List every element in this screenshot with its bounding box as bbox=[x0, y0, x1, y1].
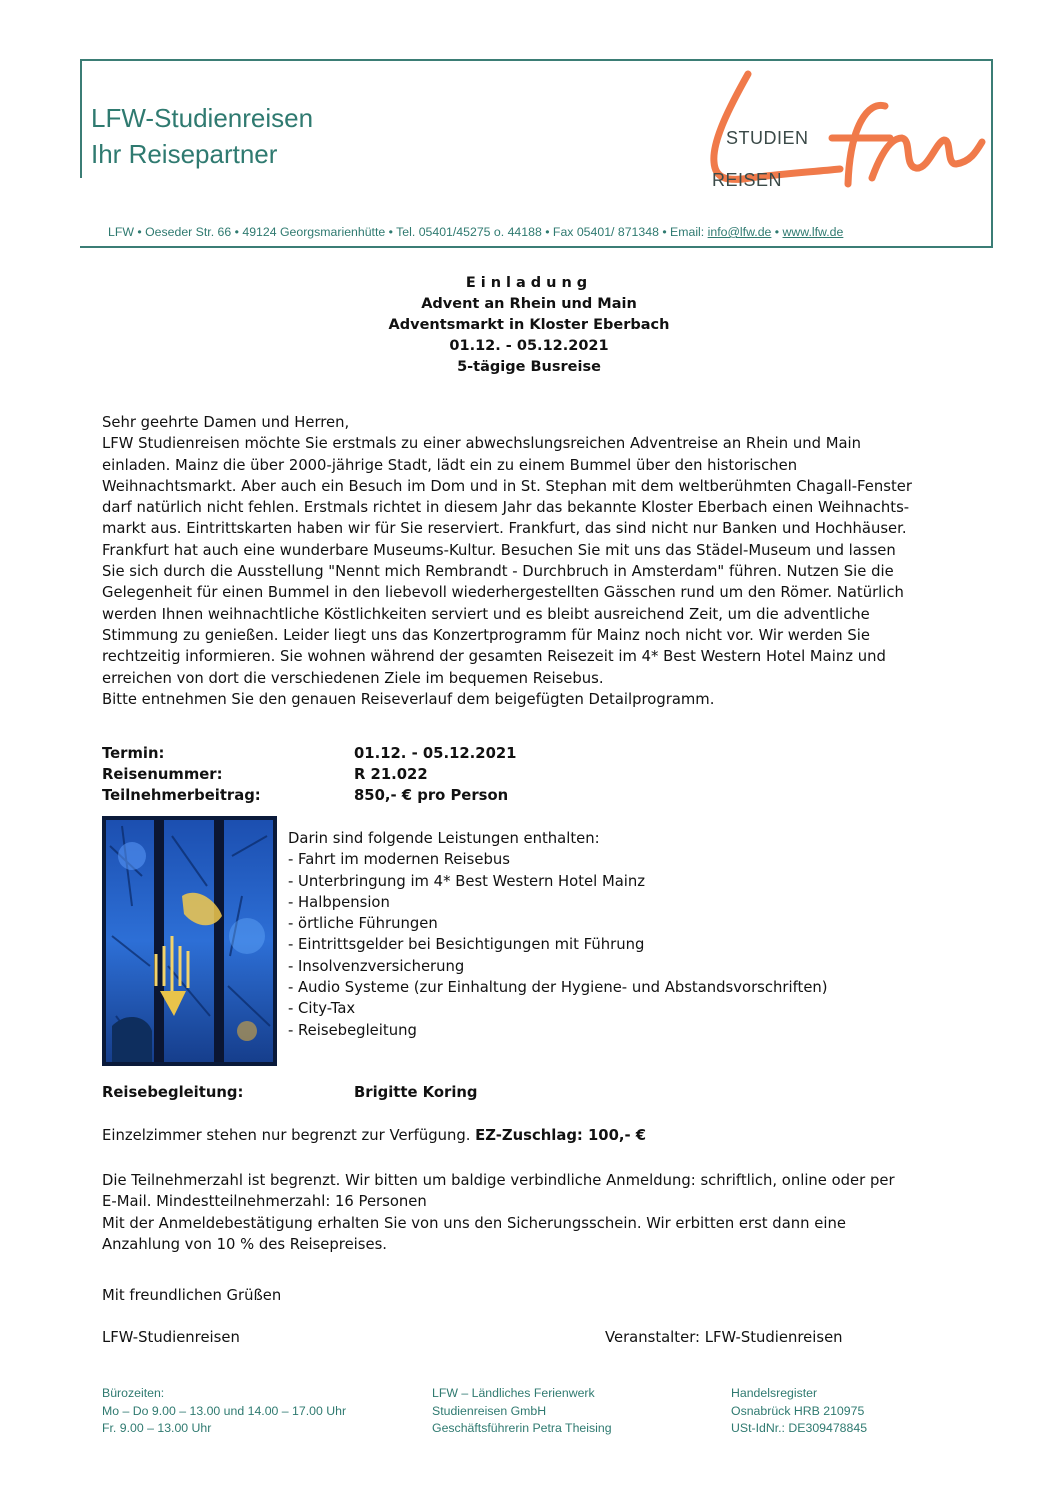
invitation-title-block bbox=[0, 273, 1058, 378]
fact-label: Termin: bbox=[102, 745, 165, 762]
letter-line: werden Ihnen weihnachtliche Köstlichkeiten serviert und es bleibt ausreichend Zeit, um die adventliche bbox=[102, 605, 870, 623]
footer-company bbox=[432, 1385, 612, 1438]
logo-l-stroke bbox=[714, 74, 840, 179]
letter-body bbox=[102, 412, 972, 710]
letter-line: Stimmung zu genießen. Leider liegt uns das Konzertprogramm für Mainz noch nicht vor. Wir werden Sie bbox=[102, 626, 870, 644]
address-separator: • bbox=[771, 225, 783, 239]
letterhead-border-top bbox=[80, 59, 993, 61]
closing-organizer: Veranstalter: LFW-Studienreisen bbox=[605, 1329, 843, 1346]
registration-note bbox=[102, 1170, 972, 1255]
footer-line: Fr. 9.00 – 13.00 Uhr bbox=[102, 1421, 212, 1435]
footer-line: USt-IdNr.: DE309478845 bbox=[731, 1421, 868, 1435]
letter-line: Bitte entnehmen Sie den genauen Reiseverlauf dem beigefügten Detailprogramm. bbox=[102, 690, 715, 708]
title-subtitle: Adventsmarkt in Kloster Eberbach bbox=[388, 317, 670, 333]
included-services bbox=[288, 828, 828, 1041]
letter-line: Frankfurt hat auch eine wunderbare Museums-Kultur. Besuchen Sie mit uns das Städel-Museum und lassen bbox=[102, 541, 896, 559]
logo-word-reisen: REISEN bbox=[712, 170, 783, 190]
letter-line: Sie sich durch die Ausstellung "Nennt mich Rembrandt - Durchbruch in Amsterdam" führen. Nutzen Sie die bbox=[102, 563, 894, 581]
footer-line: LFW – Ländliches Ferienwerk bbox=[432, 1386, 595, 1400]
letterhead-address bbox=[108, 225, 968, 239]
fact-termin bbox=[102, 743, 802, 764]
service-item: - Reisebegleitung bbox=[288, 1021, 417, 1039]
fact-teilnehmerbeitrag bbox=[102, 785, 802, 806]
service-item: - örtliche Führungen bbox=[288, 915, 438, 933]
title-einladung: Einladung bbox=[465, 275, 593, 291]
footer-line: Osnabrück HRB 210975 bbox=[731, 1403, 865, 1418]
registration-line: Mit der Anmeldebestätigung erhalten Sie von uns den Sicherungsschein. Wir erbitten erst dann eine bbox=[102, 1214, 846, 1232]
footer-line: Mo – Do 9.00 – 13.00 und 14.00 – 17.00 Uhr bbox=[102, 1403, 347, 1418]
letter-line: Sehr geehrte Damen und Herren, bbox=[102, 414, 350, 431]
service-item: - City-Tax bbox=[288, 1000, 356, 1018]
services-intro: Darin sind folgende Leistungen enthalten: bbox=[288, 830, 600, 847]
letterhead-border-left bbox=[80, 59, 82, 178]
letter-line: markt aus. Eintrittskarten haben wir für Sie reserviert. Frankfurt, das sind nicht nur Banken und Hochhäuser. bbox=[102, 520, 907, 538]
email-link[interactable]: info@lfw.de bbox=[707, 225, 772, 239]
letter-line: LFW Studienreisen möchte Sie erstmals zu einer abwechslungsreichen Adventreise an Rhein und Main bbox=[102, 435, 862, 453]
closing-sender: LFW-Studienreisen bbox=[102, 1329, 240, 1346]
letterhead-border-right bbox=[991, 59, 993, 247]
brand-name: LFW-Studienreisen bbox=[91, 103, 314, 133]
footer-line: Studienreisen GmbH bbox=[432, 1403, 547, 1418]
letter-line: Weihnachtsmarkt. Aber auch ein Besuch im Dom und in St. Stephan mit dem weltberühmten Chagall-Fenster bbox=[102, 477, 912, 495]
service-item: - Fahrt im modernen Reisebus bbox=[288, 851, 510, 869]
service-item: - Audio Systeme (zur Einhaltung der Hygiene- und Abstandsvorschriften) bbox=[288, 979, 828, 997]
fact-value: 01.12. - 05.12.2021 bbox=[354, 745, 517, 762]
escort-name: Brigitte Koring bbox=[354, 1084, 478, 1101]
letter-line: erreichen von dort die verschiedenen Ziele im bequemen Reisebus. bbox=[102, 669, 604, 687]
escort-label: Reisebegleitung: bbox=[102, 1084, 244, 1101]
service-item: - Unterbringung im 4* Best Western Hotel Mainz bbox=[288, 872, 646, 890]
footer-office-hours bbox=[102, 1385, 346, 1438]
letter-line: rechtzeitig informieren. Sie wohnen während der gesamten Reisezeit im 4* Best Western Hotel Mainz und bbox=[102, 648, 886, 666]
fact-label: Reisenummer: bbox=[102, 766, 223, 783]
service-item: - Eintrittsgelder bei Besichtigungen mit Führung bbox=[288, 936, 645, 954]
single-room-note bbox=[102, 1127, 646, 1144]
chagall-window-photo bbox=[102, 816, 277, 1066]
address-text: LFW • Oeseder Str. 66 • 49124 Georgsmarienhütte • Tel. 05401/45275 o. 44188 • Fax 05401/ 871348 • Email: bbox=[108, 225, 708, 239]
tour-escort bbox=[102, 1084, 802, 1105]
fact-value: R 21.022 bbox=[354, 766, 428, 783]
website-link[interactable]: www.lfw.de bbox=[782, 225, 844, 239]
single-room-surcharge: EZ-Zuschlag: 100,- € bbox=[475, 1127, 647, 1144]
letter-line: darf natürlich nicht fehlen. Erstmals richtet in diesem Jahr das bekannte Kloster Eberbach einen Weihnachts- bbox=[102, 499, 910, 517]
registration-line: Anzahlung von 10 % des Reisepreises. bbox=[102, 1235, 388, 1253]
registration-line: E-Mail. Mindestteilnehmerzahl: 16 Personen bbox=[102, 1193, 427, 1211]
brand-tagline: Ihr Reisepartner bbox=[91, 139, 278, 169]
letter-line: einladen. Mainz die über 2000-jährige Stadt, lädt ein zu einem Bummel über den historischen bbox=[102, 456, 798, 474]
logo-fw-stroke bbox=[832, 105, 982, 184]
title-dates: 01.12. - 05.12.2021 bbox=[449, 338, 609, 354]
footer-line: Geschäftsführerin Petra Theising bbox=[432, 1421, 612, 1435]
service-item: - Halbpension bbox=[288, 893, 390, 911]
title-duration: 5-tägige Busreise bbox=[457, 359, 601, 375]
closing-greeting: Mit freundlichen Grüßen bbox=[102, 1287, 282, 1304]
lfw-logo bbox=[690, 66, 990, 196]
trip-facts bbox=[102, 743, 802, 806]
letter-line: Gelegenheit für einen Bummel in den liebevoll wiederhergestellten Gässchen rund um den Römer. Natürlich bbox=[102, 584, 904, 602]
fact-value: 850,- € pro Person bbox=[354, 787, 509, 804]
registration-line: Die Teilnehmerzahl ist begrenzt. Wir bitten um baldige verbindliche Anmeldung: schriftlich, online oder per bbox=[102, 1172, 895, 1189]
title-trip: Advent an Rhein und Main bbox=[421, 296, 637, 312]
fact-reisenummer bbox=[102, 764, 802, 785]
letterhead-border-bottom bbox=[80, 246, 993, 248]
service-item: - Insolvenzversicherung bbox=[288, 957, 465, 975]
footer-line: Handelsregister bbox=[731, 1386, 818, 1400]
single-room-text: Einzelzimmer stehen nur begrenzt zur Verfügung. bbox=[102, 1127, 476, 1144]
footer-line: Bürozeiten: bbox=[102, 1386, 165, 1400]
letterhead-brand bbox=[91, 100, 313, 172]
fact-label: Teilnehmerbeitrag: bbox=[102, 787, 261, 804]
logo-word-studien: STUDIEN bbox=[726, 128, 809, 148]
footer-register bbox=[731, 1385, 867, 1438]
